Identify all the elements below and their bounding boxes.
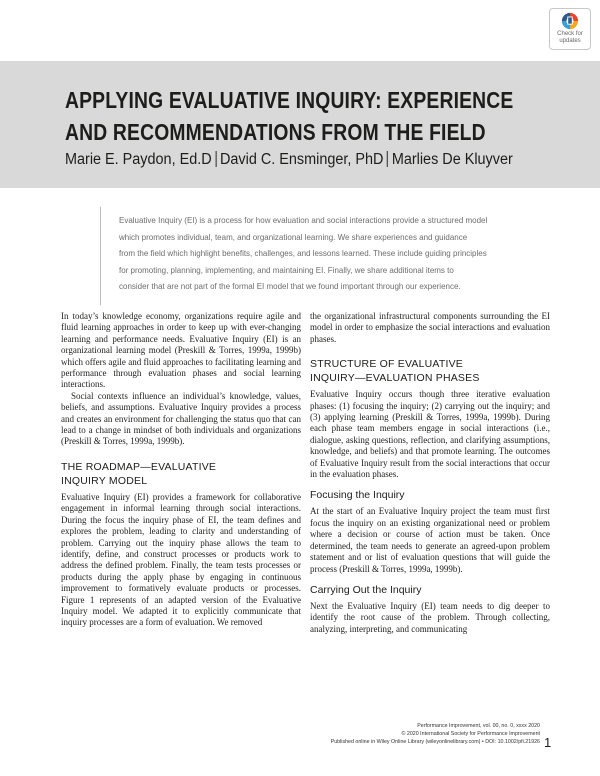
title-line-1: APPLYING EVALUATIVE INQUIRY: EXPERIENCE [65, 87, 514, 113]
abstract [119, 212, 571, 295]
body-paragraph: In today’s knowledge economy, organizations require agile and fluid learning approaches in order to keep up with ever-changing learning and performance needs. Evaluative Inquiry (EI) is an organizational learning model (Preskill & Torres, 1999a, 1999b) which offers agile and fluid approaches to facilitating learning and performance through evaluation phases and social learning interactions. [61, 311, 301, 390]
author-separator [215, 151, 216, 167]
abstract-line: consider that are not part of the formal EI model that we found important through our experience. [119, 281, 461, 291]
section-heading-line: INQUIRY—EVALUATION PHASES [310, 372, 480, 385]
badge-label-line1: Check for [557, 31, 583, 37]
footer-journal-info: Performance Improvement, vol. 00, no. 0, xxxx 2020 [417, 723, 540, 729]
check-for-updates-icon [561, 12, 579, 30]
section-heading [310, 357, 550, 385]
section-heading-line: STRUCTURE OF EVALUATIVE [310, 358, 463, 371]
left-column [61, 311, 301, 629]
footer-doi: Published online in Wiley Online Library (wileyonlinelibrary.com) • DOI: 10.1002/pfi.21926 [330, 738, 540, 745]
footer-copyright: © 2020 International Society for Performance Improvement [401, 730, 540, 737]
body-paragraph: the organizational infrastructural components surrounding the EI model in order to emphasize the social interactions and evaluation phases. [310, 311, 550, 344]
body-paragraph: Evaluative Inquiry occurs though three iterative evaluation phases: (1) focusing the inquiry; (2) carrying out the inquiry; and (3) applying learning (Preskill & Torres, 1999a, 1999b). During each phase team members engage in social interactions (i.e., dialogue, asking questions, reflection, and clarifying assumptions, knowledge, and beliefs) and that promote learning. The outcomes of Evaluative Inquiry result from the social interactions that occur in the evaluation phases. [310, 389, 550, 480]
author-list [65, 151, 549, 169]
title-line-2: AND RECOMMENDATIONS FROM THE FIELD [65, 119, 486, 145]
author-name: Marie E. Paydon, Ed.D [65, 151, 212, 168]
section-heading-line: INQUIRY MODEL [61, 474, 148, 487]
check-for-updates-badge[interactable] [549, 8, 591, 50]
subsection-heading: Focusing the Inquiry [310, 489, 405, 502]
abstract-line: which promotes individual, team, and organizational learning. We share experiences and guidance [119, 231, 468, 242]
abstract-line: Evaluative Inquiry (EI) is a process for how evaluation and social interactions provide a structured model [119, 215, 488, 225]
body-paragraph: Next the Evaluative Inquiry (EI) team needs to dig deeper to identify the root cause of the problem. Through collecting, analyzing, interpreting, and communicating [310, 600, 550, 634]
abstract-line: from the field which highlight benefits, challenges, and lessons learned. These include guiding principles [119, 248, 487, 258]
body-paragraph: Evaluative Inquiry (EI) provides a framework for collaborative engagement in informal learning through social interactions. During the focus the inquiry phase of EI, the team defines and explores the problem, leading to clarity and understanding of problem. Carrying out the inquiry phase allows the team to identify, define, and construct processes or products work to address the defined problem. Finally, the team tests processes or products during the apply phase by engaging in continuous improvement to formatively evaluate products or processes. Figure 1 represents of an adapted version of the Evaluative Inquiry model. We adapted it to explicitly communicate that inquiry processes are a form of evaluation. We removed [61, 491, 301, 628]
subsection-heading: Carrying Out the Inquiry [310, 583, 422, 596]
badge-label-line2: updates [559, 37, 581, 44]
right-column [310, 311, 550, 635]
author-separator [387, 151, 388, 167]
abstract-line: for promoting, planning, implementing, and maintaining EI. Finally, we share additional items to [119, 264, 454, 275]
body-paragraph: Social contexts influence an individual’s knowledge, values, beliefs, and assumptions. Evaluative Inquiry provides a process and creates an environment for challenging the status quo that can lead to a change in mindset of both individuals and organizations (Preskill & Torres, 1999a, 1999b). [61, 390, 301, 447]
section-heading-line: THE ROADMAP—EVALUATIVE [61, 460, 217, 473]
page-number: 1 [544, 735, 552, 750]
author-name: Marlies De Kluyver [391, 151, 513, 168]
section-heading [61, 460, 301, 488]
author-name: David C. Ensminger, PhD [220, 151, 384, 168]
journal-footer [300, 723, 540, 746]
body-paragraph: At the start of an Evaluative Inquiry project the team must first focus the inquiry on an existing organizational need or problem where a decision or course of action must be taken. Once determined, the team needs to generate an agreed-upon problem statement and or list of evaluation questions that will guide the process (Preskill & Torres, 1999a, 1999b). [310, 506, 550, 574]
abstract-rule [100, 207, 101, 305]
article-title [65, 84, 514, 148]
